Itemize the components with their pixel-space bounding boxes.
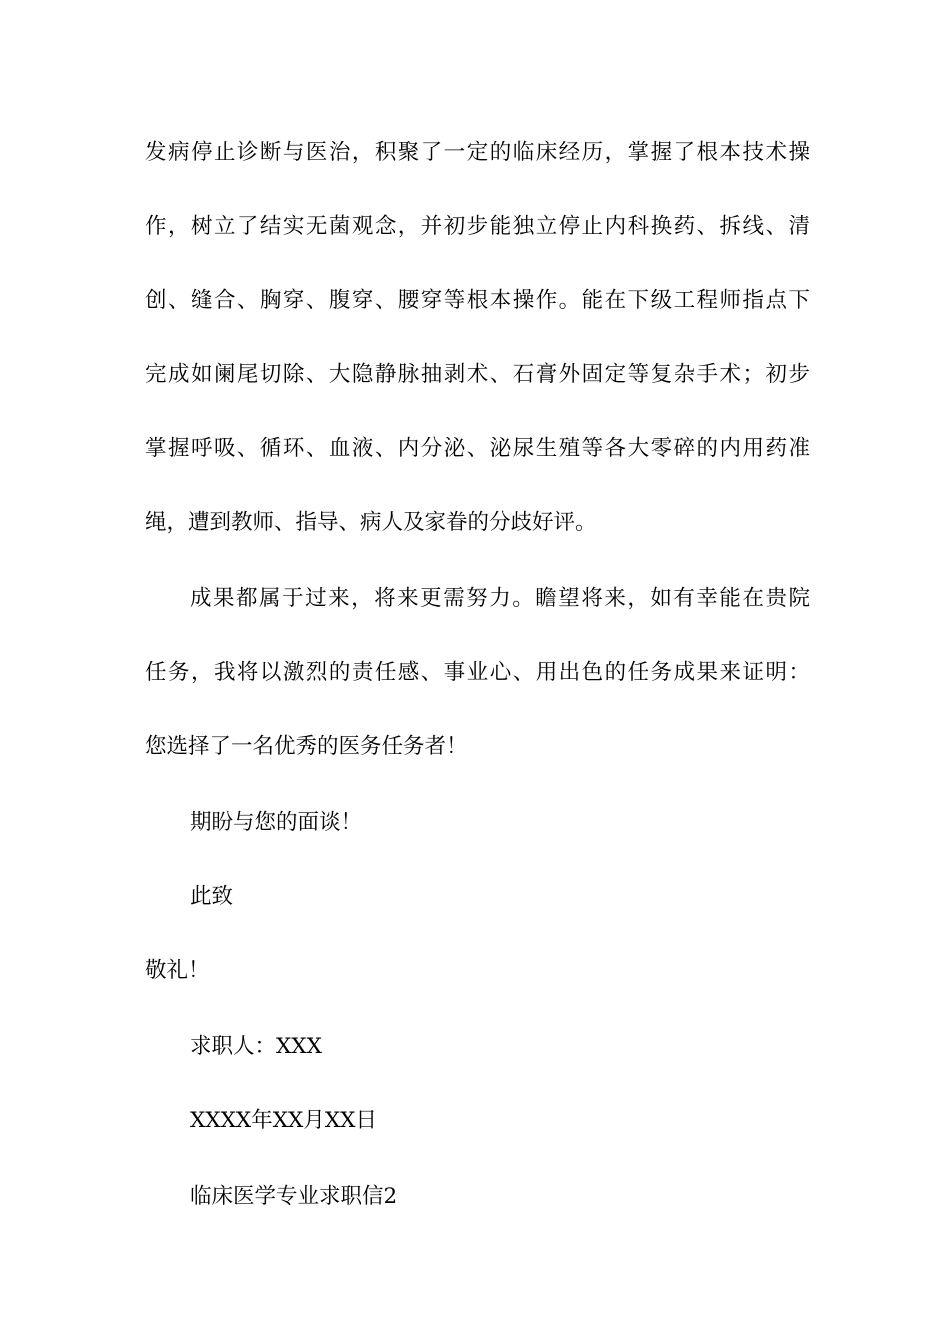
- paragraph-2-line-2: 任务，我将以激烈的责任感、事业心、用出色的任务成果来证明：: [145, 660, 810, 685]
- applicant-signature: 求职人：XXX: [190, 1034, 322, 1059]
- letter-date: XXXX年XX月XX日: [190, 1108, 377, 1133]
- expectation-line: 期盼与您的面谈！: [190, 810, 363, 835]
- paragraph-2-line-1: 成果都属于过来，将来更需努力。瞻望将来，如有幸能在贵院: [190, 586, 810, 611]
- salutation-line-1: 此致: [190, 884, 234, 909]
- paragraph-1-line-5: 掌握呼吸、循环、血液、内分泌、泌尿生殖等各大零碎的内用药准: [145, 436, 810, 461]
- paragraph-1-line-3: 创、缝合、胸穿、腹穿、腰穿等根本操作。能在下级工程师指点下: [145, 288, 810, 313]
- paragraph-1-line-4: 完成如阑尾切除、大隐静脉抽剥术、石膏外固定等复杂手术；初步: [145, 362, 810, 387]
- salutation-line-2: 敬礼！: [145, 958, 210, 983]
- paragraph-1-line-1: 发病停止诊断与医治，积聚了一定的临床经历，掌握了根本技术操: [145, 140, 810, 165]
- paragraph-1-line-2: 作，树立了结实无菌观念，并初步能独立停止内科换药、拆线、清: [145, 214, 810, 239]
- paragraph-1-line-6: 绳，遭到教师、指导、病人及家眷的分歧好评。: [145, 510, 597, 535]
- next-letter-title: 临床医学专业求职信2: [190, 1184, 398, 1209]
- paragraph-2-line-3: 您选择了一名优秀的医务任务者！: [145, 734, 468, 759]
